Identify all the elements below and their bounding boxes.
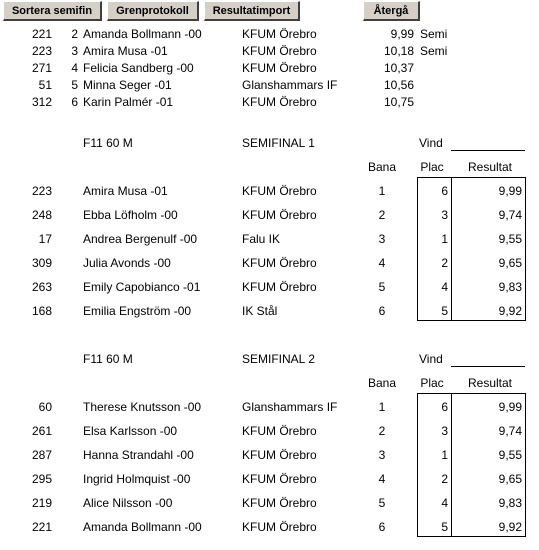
qualified-bib-number[interactable]: 221 — [31, 27, 52, 41]
heat-athlete-name[interactable]: Ebba Löfholm -00 — [83, 208, 178, 222]
wind-label: Vind — [419, 136, 443, 150]
heat-result[interactable]: 9,99 — [498, 184, 522, 198]
heat-club[interactable]: KFUM Örebro — [242, 256, 317, 270]
heat-result[interactable]: 9,83 — [498, 496, 522, 510]
heat-result[interactable]: 9,92 — [498, 520, 522, 534]
result-grid-top-border — [417, 177, 526, 178]
result-grid-divider — [451, 393, 452, 537]
heat-club[interactable]: KFUM Örebro — [242, 520, 317, 534]
heat-lane[interactable]: 6 — [378, 304, 386, 318]
heat-bib-number[interactable]: 287 — [31, 448, 52, 462]
heat-bib-number[interactable]: 295 — [31, 472, 52, 486]
result-grid-right-border — [525, 177, 526, 321]
heat-club[interactable]: IK Stål — [242, 304, 278, 318]
heat-athlete-name[interactable]: Emilia Engström -00 — [83, 304, 192, 318]
heat-result[interactable]: 9,74 — [498, 424, 522, 438]
heat-athlete-name[interactable]: Therese Knutsson -00 — [83, 400, 202, 414]
heat-lane[interactable]: 5 — [378, 280, 386, 294]
qualified-bib-number[interactable]: 312 — [31, 95, 52, 109]
column-header-result: Resultat — [467, 376, 513, 390]
heat-bib-number[interactable]: 309 — [31, 256, 52, 270]
result-grid-left-border — [417, 393, 418, 537]
heat-place[interactable]: 2 — [441, 472, 448, 486]
heat-bib-number[interactable]: 60 — [38, 400, 52, 414]
qualified-time[interactable]: 10,37 — [383, 61, 414, 75]
heat-athlete-name[interactable]: Julia Avonds -00 — [83, 256, 171, 270]
qualified-time[interactable]: 10,75 — [383, 95, 414, 109]
heat-result[interactable]: 9,65 — [498, 472, 522, 486]
heat-event: F11 60 M — [83, 352, 133, 366]
column-header-place: Plac — [420, 376, 444, 390]
heat-place[interactable]: 6 — [441, 400, 448, 414]
heat-club[interactable]: KFUM Örebro — [242, 424, 317, 438]
result-import-button[interactable]: Resultatimport — [204, 1, 300, 21]
heat-lane[interactable]: 1 — [378, 184, 386, 198]
heat-result[interactable]: 9,55 — [498, 232, 522, 246]
qualified-bib-number[interactable]: 51 — [38, 78, 52, 92]
heat-bib-number[interactable]: 263 — [31, 280, 52, 294]
heat-lane[interactable]: 2 — [378, 208, 386, 222]
heat-club[interactable]: KFUM Örebro — [242, 496, 317, 510]
heat-athlete-name[interactable]: Elsa Karlsson -00 — [83, 424, 178, 438]
qualified-athlete-name[interactable]: Amanda Bollmann -00 — [83, 27, 202, 41]
qualified-position[interactable]: 6 — [71, 95, 78, 109]
qualified-bib-number[interactable]: 223 — [31, 44, 52, 58]
qualified-note[interactable]: Semi — [420, 27, 448, 41]
heat-place[interactable]: 4 — [441, 280, 448, 294]
qualified-position[interactable]: 5 — [71, 78, 78, 92]
sort-semifinal-button[interactable]: Sortera semifin — [3, 1, 102, 21]
heat-club[interactable]: Falu IK — [242, 232, 281, 246]
heat-athlete-name[interactable]: Amanda Bollmann -00 — [83, 520, 202, 534]
qualified-position[interactable]: 2 — [71, 27, 78, 41]
heat-bib-number[interactable]: 221 — [31, 520, 52, 534]
heat-lane[interactable]: 1 — [378, 400, 386, 414]
heat-athlete-name[interactable]: Amira Musa -01 — [83, 184, 168, 198]
heat-place[interactable]: 5 — [441, 520, 448, 534]
qualified-time[interactable]: 10,56 — [383, 78, 414, 92]
qualified-note[interactable]: Semi — [420, 44, 448, 58]
qualified-club[interactable]: KFUM Örebro — [242, 44, 317, 58]
heat-place[interactable]: 1 — [441, 232, 448, 246]
heat-lane[interactable]: 2 — [378, 424, 386, 438]
heat-lane[interactable]: 5 — [378, 496, 386, 510]
qualified-athlete-name[interactable]: Felicia Sandberg -00 — [83, 61, 194, 75]
heat-athlete-name[interactable]: Hanna Strandahl -00 — [83, 448, 194, 462]
heat-place[interactable]: 3 — [441, 208, 448, 222]
heat-place[interactable]: 3 — [441, 424, 448, 438]
heat-bib-number[interactable]: 223 — [31, 184, 52, 198]
heat-athlete-name[interactable]: Andrea Bergenulf -00 — [83, 232, 198, 246]
column-header-place: Plac — [420, 160, 444, 174]
heat-club[interactable]: KFUM Örebro — [242, 448, 317, 462]
heat-title: SEMIFINAL 2 — [242, 352, 315, 366]
wind-input-underline — [451, 366, 525, 367]
qualified-athlete-name[interactable]: Minna Seger -01 — [83, 78, 172, 92]
heat-lane[interactable]: 6 — [378, 520, 386, 534]
heat-lane[interactable]: 3 — [378, 448, 386, 462]
qualified-athlete-name[interactable]: Karin Palmér -01 — [83, 95, 174, 109]
heat-bib-number[interactable]: 261 — [31, 424, 52, 438]
heat-club[interactable]: KFUM Örebro — [242, 208, 317, 222]
heat-result[interactable]: 9,74 — [498, 208, 522, 222]
heat-lane[interactable]: 4 — [378, 256, 386, 270]
heat-club[interactable]: KFUM Örebro — [242, 280, 317, 294]
heat-place[interactable]: 2 — [441, 256, 448, 270]
qualified-position[interactable]: 3 — [71, 44, 78, 58]
heat-result[interactable]: 9,83 — [498, 280, 522, 294]
result-grid-bottom-border — [417, 320, 526, 321]
heat-title: SEMIFINAL 1 — [242, 136, 315, 150]
qualified-athlete-name[interactable]: Amira Musa -01 — [83, 44, 168, 58]
qualified-club[interactable]: KFUM Örebro — [242, 95, 317, 109]
heat-club[interactable]: Glanshammars IF — [242, 400, 338, 414]
result-grid-divider — [451, 177, 452, 321]
qualified-club[interactable]: KFUM Örebro — [242, 27, 317, 41]
heat-lane[interactable]: 4 — [378, 472, 386, 486]
toolbar — [0, 0, 539, 22]
result-grid-right-border — [525, 393, 526, 537]
qualified-bib-number[interactable]: 271 — [31, 61, 52, 75]
heat-place[interactable]: 4 — [441, 496, 448, 510]
heat-place[interactable]: 6 — [441, 184, 448, 198]
qualified-time[interactable]: 10,18 — [383, 44, 414, 58]
heat-result[interactable]: 9,55 — [498, 448, 522, 462]
result-grid-bottom-border — [417, 536, 526, 537]
wind-label: Vind — [419, 352, 443, 366]
heat-athlete-name[interactable]: Alice Nilsson -00 — [83, 496, 173, 510]
heat-athlete-name[interactable]: Ingrid Holmquist -00 — [83, 472, 191, 486]
heat-result[interactable]: 9,65 — [498, 256, 522, 270]
heat-club[interactable]: KFUM Örebro — [242, 184, 317, 198]
qualified-position[interactable]: 4 — [71, 61, 78, 75]
heat-result[interactable]: 9,92 — [498, 304, 522, 318]
event-protocol-button[interactable]: Grenprotokoll — [107, 1, 199, 21]
wind-input-underline — [451, 150, 525, 151]
heat-bib-number[interactable]: 248 — [31, 208, 52, 222]
qualified-time[interactable]: 9,99 — [390, 27, 414, 41]
heat-bib-number[interactable]: 17 — [38, 232, 52, 246]
result-grid-left-border — [417, 177, 418, 321]
qualified-club[interactable]: Glanshammars IF — [242, 78, 338, 92]
heat-lane[interactable]: 3 — [378, 232, 386, 246]
heat-club[interactable]: KFUM Örebro — [242, 472, 317, 486]
heat-result[interactable]: 9,99 — [498, 400, 522, 414]
column-header-lane: Bana — [367, 376, 397, 390]
heat-bib-number[interactable]: 219 — [31, 496, 52, 510]
qualified-club[interactable]: KFUM Örebro — [242, 61, 317, 75]
heat-athlete-name[interactable]: Emily Capobianco -01 — [83, 280, 201, 294]
result-grid-top-border — [417, 393, 526, 394]
column-header-lane: Bana — [367, 160, 397, 174]
column-header-result: Resultat — [467, 160, 513, 174]
back-button[interactable]: Återgå — [363, 1, 420, 21]
heat-bib-number[interactable]: 168 — [31, 304, 52, 318]
heat-place[interactable]: 1 — [441, 448, 448, 462]
heat-event: F11 60 M — [83, 136, 133, 150]
heat-place[interactable]: 5 — [441, 304, 448, 318]
